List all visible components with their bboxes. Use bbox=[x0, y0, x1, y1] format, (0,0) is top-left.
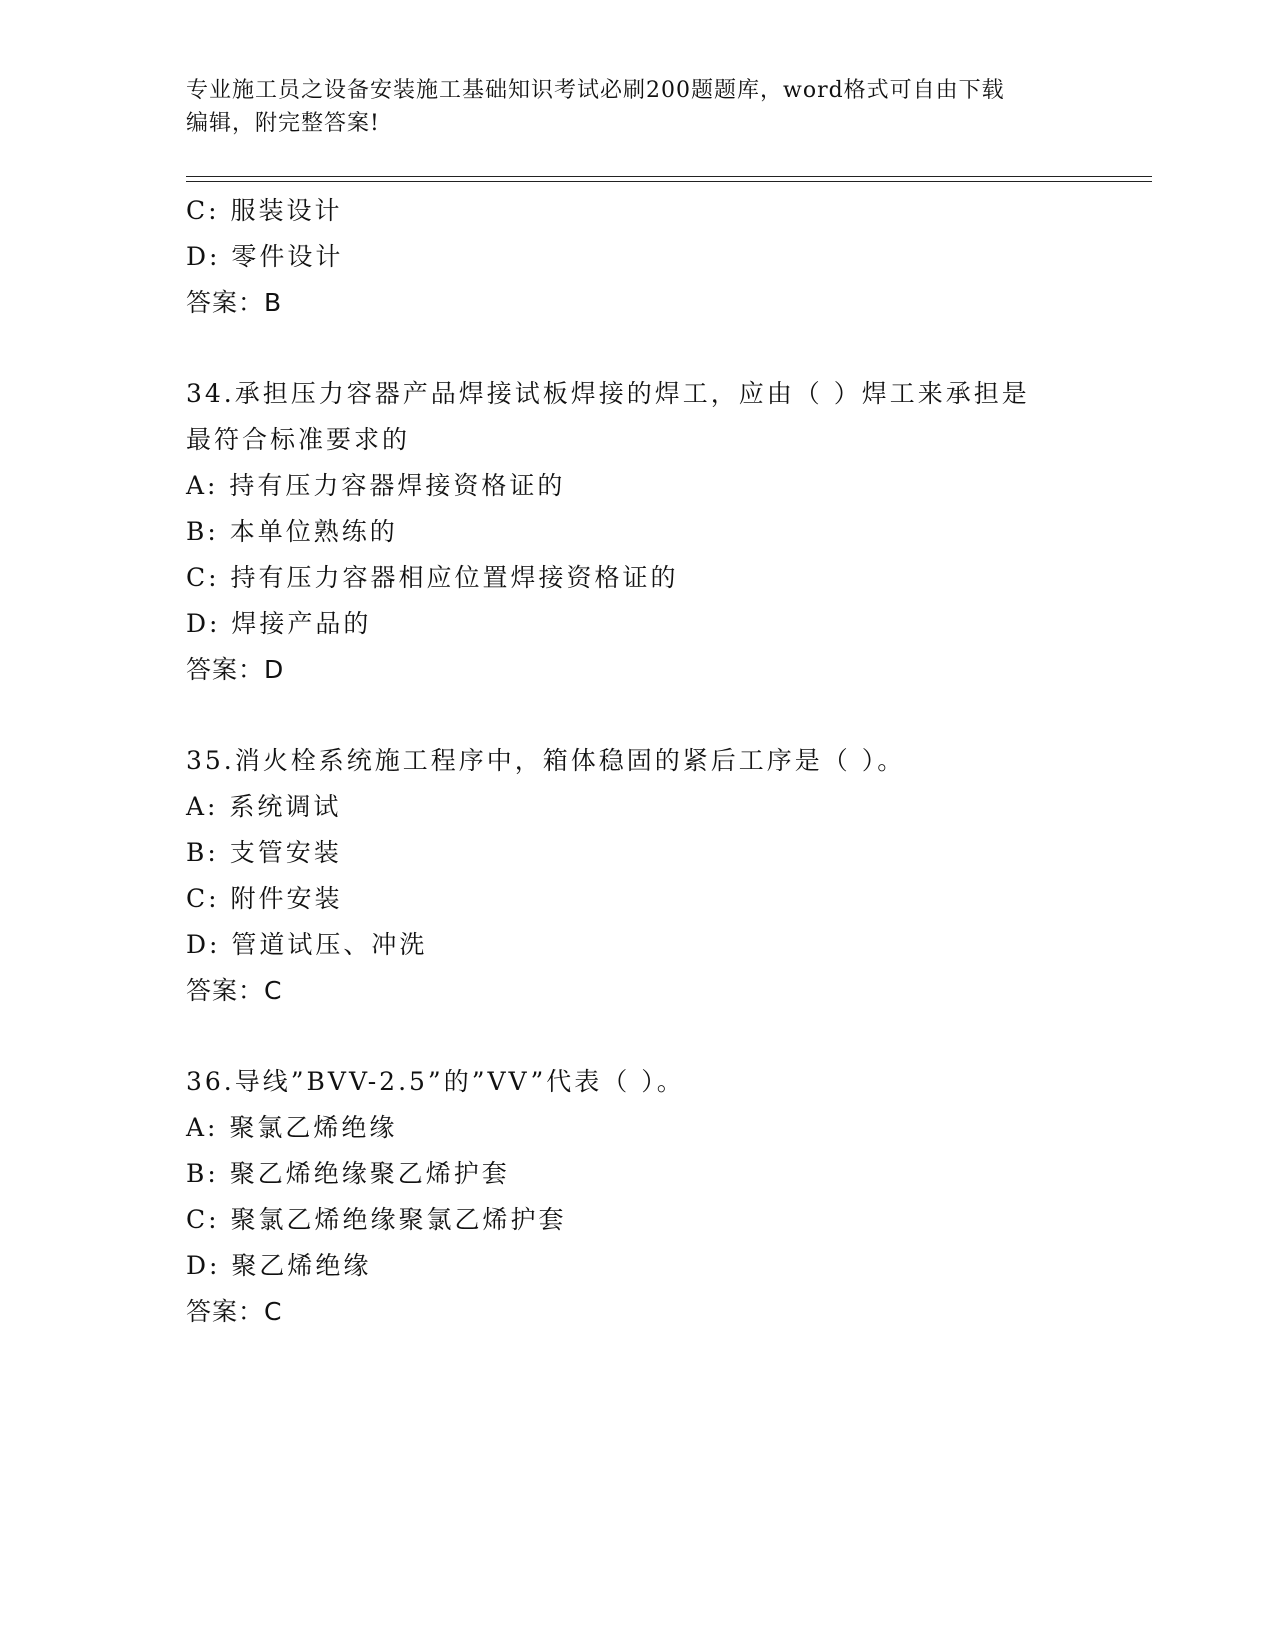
question-stem: 34.承担压力容器产品焊接试板焊接的焊工，应由（ ）焊工来承担是 bbox=[186, 379, 1030, 408]
header-divider-bottom bbox=[186, 181, 1152, 182]
option-c: C: 附件安装 bbox=[186, 884, 343, 913]
answer: 答案：B bbox=[186, 288, 283, 317]
answer: 答案：D bbox=[186, 655, 285, 684]
question-33-tail bbox=[186, 188, 1152, 326]
header-title-line-1: 专业施工员之设备安装施工基础知识考试必刷200题题库，word格式可自由下载 bbox=[186, 78, 1005, 103]
option-b: B: 聚乙烯绝缘聚乙烯护套 bbox=[186, 1159, 510, 1188]
header-title-line-2: 编辑，附完整答案! bbox=[186, 111, 380, 136]
question-stem: 35.消火栓系统施工程序中，箱体稳固的紧后工序是（ ）。 bbox=[186, 746, 906, 775]
spacer bbox=[186, 326, 1152, 371]
option-d: D: 聚乙烯绝缘 bbox=[186, 1251, 372, 1280]
option-b: B: 本单位熟练的 bbox=[186, 517, 398, 546]
question-34 bbox=[186, 371, 1152, 693]
answer: 答案：C bbox=[186, 1297, 283, 1326]
question-stem-continued: 最符合标准要求的 bbox=[186, 425, 411, 454]
question-content bbox=[186, 188, 1152, 1335]
option-d: D: 零件设计 bbox=[186, 242, 344, 271]
answer: 答案：C bbox=[186, 976, 283, 1005]
question-36 bbox=[186, 1059, 1152, 1335]
option-a: A: 持有压力容器焊接资格证的 bbox=[186, 471, 566, 500]
option-a: A: 聚氯乙烯绝缘 bbox=[186, 1113, 398, 1142]
document-header bbox=[186, 74, 1086, 140]
option-d: D: 焊接产品的 bbox=[186, 609, 372, 638]
option-d: D: 管道试压、冲洗 bbox=[186, 930, 428, 959]
option-b: B: 支管安装 bbox=[186, 838, 342, 867]
option-c: C: 聚氯乙烯绝缘聚氯乙烯护套 bbox=[186, 1205, 567, 1234]
option-a: A: 系统调试 bbox=[186, 792, 342, 821]
option-c: C: 服装设计 bbox=[186, 196, 343, 225]
option-c: C: 持有压力容器相应位置焊接资格证的 bbox=[186, 563, 679, 592]
question-35 bbox=[186, 738, 1152, 1014]
spacer bbox=[186, 1014, 1152, 1059]
spacer bbox=[186, 693, 1152, 738]
header-divider-top bbox=[186, 176, 1152, 177]
question-stem: 36.导线”BVV-2.5”的”VV”代表（ ）。 bbox=[186, 1067, 685, 1096]
